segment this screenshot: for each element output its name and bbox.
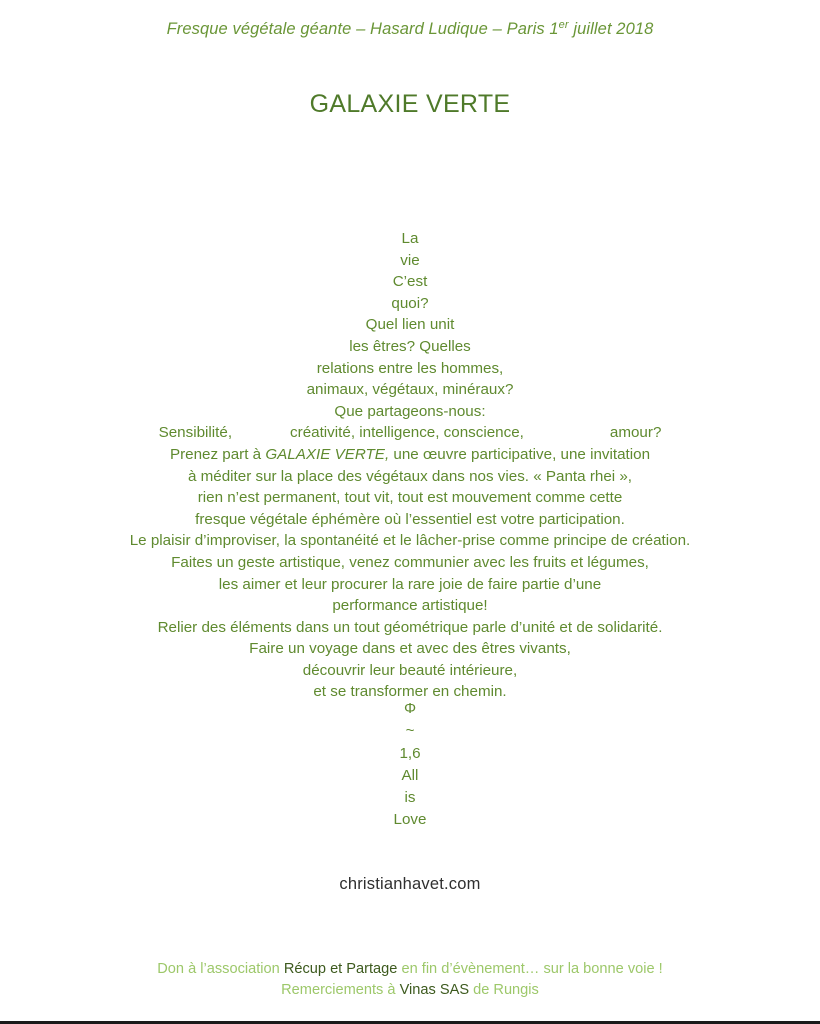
- header-suffix: juillet 2018: [568, 20, 654, 38]
- footer-thanks-line: [0, 980, 820, 1001]
- invite-after: une œuvre participative, une invitation: [389, 445, 651, 463]
- phi-symbol: Φ: [403, 700, 417, 717]
- page-title: GALAXIE VERTE: [309, 90, 511, 118]
- header-event-line: [0, 20, 820, 39]
- header-superscript: er: [558, 19, 569, 31]
- poem-line: performance artistique!: [332, 597, 488, 615]
- poem-line: relations entre les hommes,: [316, 359, 504, 377]
- tail-word: is: [404, 789, 416, 807]
- invite-before: Prenez part à: [169, 445, 266, 463]
- tail-word: All: [401, 766, 419, 784]
- website-link[interactable]: christianhavet.com: [339, 875, 481, 893]
- footer-donation-line: [0, 959, 820, 980]
- header-prefix: Fresque végétale géante – Hasard Ludique – Paris 1: [166, 20, 559, 38]
- poem-line: rien n’est permanent, tout vit, tout est mouvement comme cette: [197, 489, 623, 507]
- poem-line: à méditer sur la place des végétaux dans nos vies. « Panta rhei »,: [187, 467, 633, 485]
- footer-text: en fin d’évènement… sur la bonne voie !: [397, 961, 663, 977]
- footer-credits: [0, 959, 820, 1001]
- values-word-sensibilite: Sensibilité,: [158, 424, 233, 442]
- poem-line: C’est: [392, 273, 428, 291]
- tail-word: Love: [393, 811, 427, 829]
- poem-line: fresque végétale éphémère où l’essentiel est votre participation.: [195, 510, 625, 528]
- poem-line: et se transformer en chemin.: [313, 683, 507, 701]
- poem-line: Relier des éléments dans un tout géométrique parle d’unité et de solidarité.: [157, 618, 663, 636]
- footer-text: Don à l’association: [157, 961, 284, 977]
- poem-line: les aimer et leur procurer la rare joie de faire partie d’une: [218, 575, 602, 593]
- poem-line: La: [401, 230, 419, 247]
- tilde-symbol: ~: [405, 722, 415, 740]
- association-name: Récup et Partage: [283, 961, 398, 977]
- golden-ratio-value: 1,6: [399, 744, 421, 762]
- poem-line: découvrir leur beauté intérieure,: [302, 661, 518, 679]
- values-words-middle: créativité, intelligence, conscience,: [290, 424, 524, 442]
- poem-line: animaux, végétaux, minéraux?: [306, 381, 514, 399]
- footer-text: Remerciements à: [281, 982, 400, 998]
- poem-line: vie: [400, 251, 420, 269]
- values-word-amour: amour?: [609, 424, 662, 442]
- poem-line: Le plaisir d’improviser, la spontanéité et le lâcher-prise comme principe de création.: [129, 532, 691, 550]
- footer-text: de Rungis: [469, 982, 539, 998]
- poem-values-line: [0, 422, 820, 444]
- poem-line: Que partageons-nous:: [334, 402, 486, 420]
- poem-line: Quel lien unit: [365, 316, 455, 334]
- poem-invite-line: [0, 444, 820, 466]
- poem-tail: [0, 698, 820, 832]
- poem-line: Faites un geste artistique, venez communier avec les fruits et légumes,: [171, 553, 649, 571]
- invite-italic-title: GALAXIE VERTE,: [265, 445, 390, 463]
- poem-line: quoi?: [391, 294, 429, 312]
- poem-body: [0, 228, 820, 703]
- sponsor-name: Vinas SAS: [399, 982, 470, 998]
- poem-line: Faire un voyage dans et avec des êtres vivants,: [249, 640, 571, 658]
- poem-line: les êtres? Quelles: [349, 337, 471, 355]
